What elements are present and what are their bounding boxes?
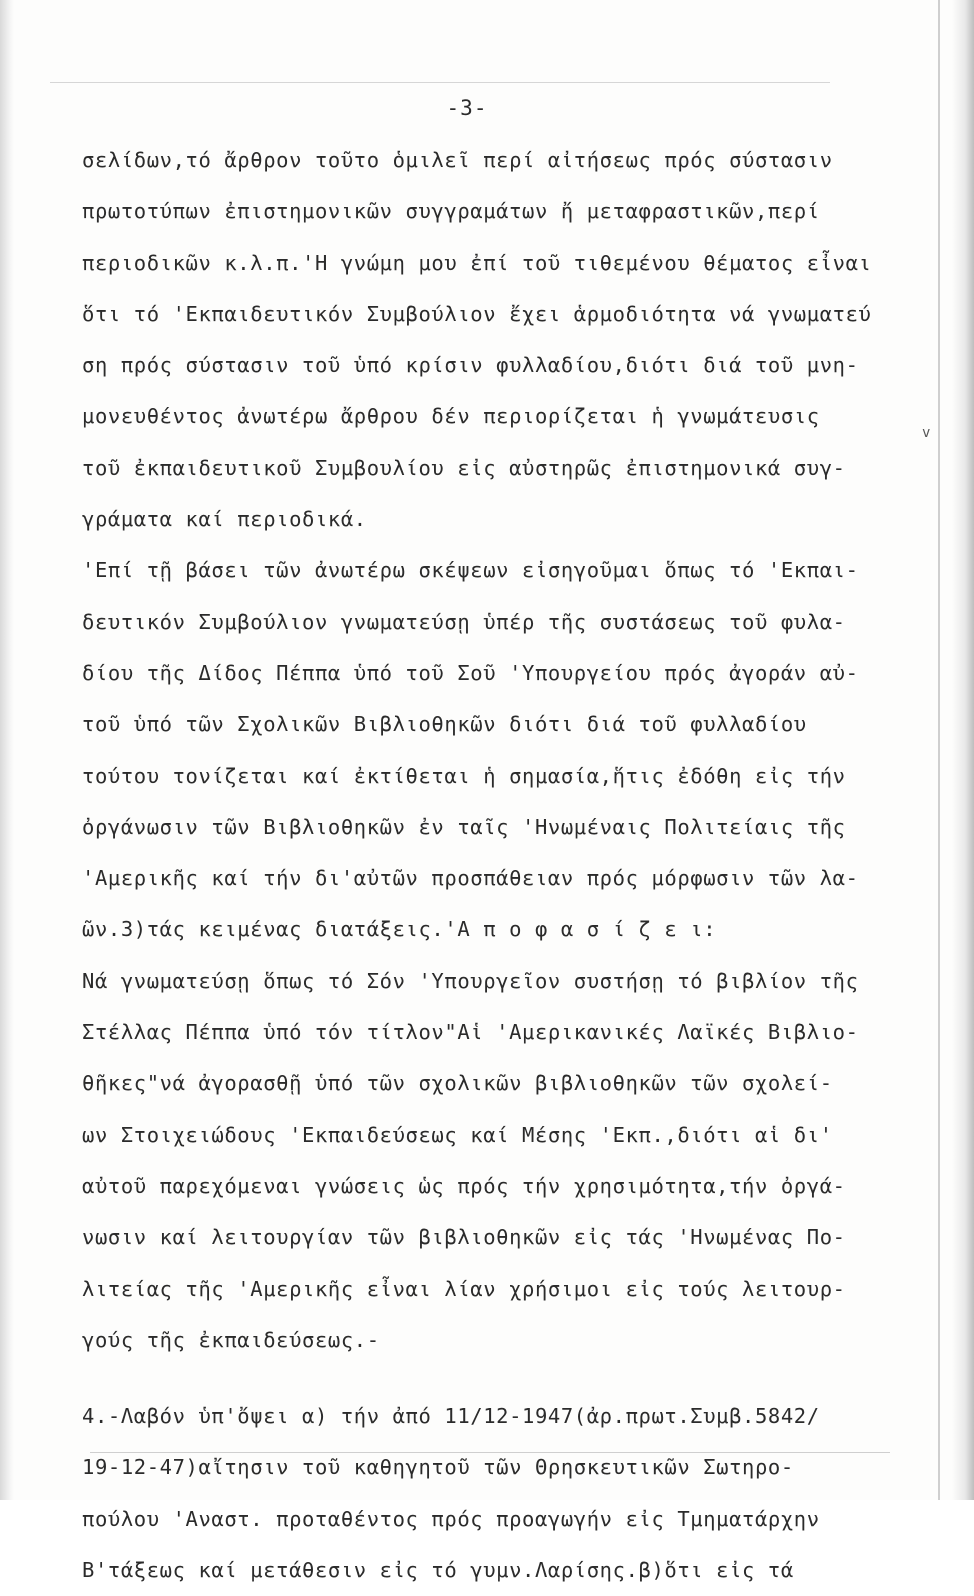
text-line: τοῦ ὑπό τῶν Σχολικῶν Βιβλιοθηκῶν διότι διά τοῦ φυλλαδίου (82, 712, 807, 737)
text-line: Νά γνωματεύσῃ ὅπως τό Σόν 'Υπουργεῖον συστήσῃ τό βιβλίον τῆς (82, 968, 859, 993)
text-line: γούς τῆς ἐκπαιδεύσεως.- (82, 1327, 380, 1352)
scan-binding-line (938, 0, 940, 1500)
text-line: ὅτι τό 'Εκπαιδευτικόν Συμβούλιον ἔχει ἁρμοδιότητα νά γνωματεύ (82, 301, 872, 326)
text-line: περιοδικῶν κ.λ.π.'Η γνώμη μου ἐπί τοῦ τιθεμένου θέματος εἶναι (82, 250, 872, 275)
text-line: δίου τῆς Δίδος Πέππα ὑπό τοῦ Σοῦ 'Υπουργείου πρός ἀγοράν αὐ- (82, 660, 859, 685)
text-line: 19-12-47)αἴτησιν τοῦ καθηγητοῦ τῶν Θρησκευτικῶν Σωτηρο- (82, 1455, 794, 1480)
text-line: σελίδων,τό ἄρθρον τοῦτο ὁμιλεῖ περί αἰτήσεως πρός σύστασιν (82, 148, 833, 172)
text-line: 'Επί τῇ βάσει τῶν ἀνωτέρω σκέψεων εἰσηγοῦμαι ὅπως τό 'Εκπαι- (82, 558, 859, 583)
text-line: μονευθέντος ἀνωτέρω ἄρθρου δέν περιορίζεται ἡ γνωμάτευσις (82, 404, 820, 429)
text-line: 4.-Λαβόν ὑπ'ὄψει α) τήν ἀπό 11/12-1947(ἀρ.πρωτ.Συμβ.5842/ (82, 1404, 820, 1429)
text-line: Β'τάξεως καί μετάθεσιν εἰς τό γυμν.Λαρίσης.β)ὅτι εἰς τά (82, 1558, 794, 1583)
text-line: ῶν.3)τάς κειμένας διατάξεις.'Α π ο φ α σ ί ζ ε ι: (82, 917, 717, 942)
text-line: πρωτοτύπων ἐπιστημονικῶν συγγραμάτων ἤ μεταφραστικῶν,περί (82, 199, 820, 224)
text-line: ση πρός σύστασιν τοῦ ὑπό κρίσιν φυλλαδίου,διότι διά τοῦ μνη- (82, 353, 859, 378)
top-rule (50, 82, 830, 83)
scan-edge-right (952, 0, 974, 1500)
text-line: τοῦ ἐκπαιδευτικοῦ Συμβουλίου εἰς αὐστηρῶς ἐπιστημονικά συγ- (82, 455, 846, 480)
scan-edge-left (0, 0, 14, 1500)
page-number: -3- (446, 96, 488, 120)
text-line: αὐτοῦ παρεχόμεναι γνώσεις ὡς πρός τήν χρησιμότητα,τήν ὀργά- (82, 1173, 846, 1198)
text-line: 'Αμερικῆς καί τήν δι'αὐτῶν προσπάθειαν πρός μόρφωσιν τῶν λα- (82, 866, 859, 891)
text-line: ων Στοιχειώδους 'Εκπαιδεύσεως καί Μέσης 'Εκπ.,διότι αἱ δι' (82, 1122, 833, 1147)
text-line: γράματα καί περιοδικά. (82, 507, 367, 532)
paragraph-gap (82, 1366, 912, 1391)
paragraph (82, 135, 912, 1366)
text-line: πούλου 'Αναστ. προταθέντος πρός προαγωγήν εἰς Τμηματάρχην (82, 1506, 820, 1531)
text-line: νωσιν καί λειτουργίαν τῶν βιβλιοθηκῶν εἰς τάς 'Ηνωμένας Πο- (82, 1225, 846, 1250)
body-text (82, 135, 912, 1596)
item-4 (82, 1391, 912, 1596)
text-line: τούτου τονίζεται καί ἐκτίθεται ἡ σημασία,ἥτις ἐδόθη εἰς τήν (82, 763, 846, 788)
text-line: Στέλλας Πέππα ὑπό τόν τίτλον"Αἱ 'Αμερικανικές Λαϊκές Βιβλιο- (82, 1020, 859, 1045)
text-line: δευτικόν Συμβούλιον γνωματεύσῃ ὑπέρ τῆς συστάσεως τοῦ φυλα- (82, 609, 846, 634)
text-line: ὀργάνωσιν τῶν Βιβλιοθηκῶν ἐν ταῖς 'Ηνωμέναις Πολιτείαις τῆς (82, 814, 846, 839)
text-line: θῆκες"νά ἀγορασθῇ ὑπό τῶν σχολικῶν βιβλιοθηκῶν τῶν σχολεί- (82, 1071, 833, 1096)
text-line: λιτείας τῆς 'Αμερικῆς εἶναι λίαν χρήσιμοι εἰς τούς λειτουρ- (82, 1276, 846, 1301)
bottom-rule (90, 1452, 890, 1453)
margin-note: v (922, 425, 931, 441)
